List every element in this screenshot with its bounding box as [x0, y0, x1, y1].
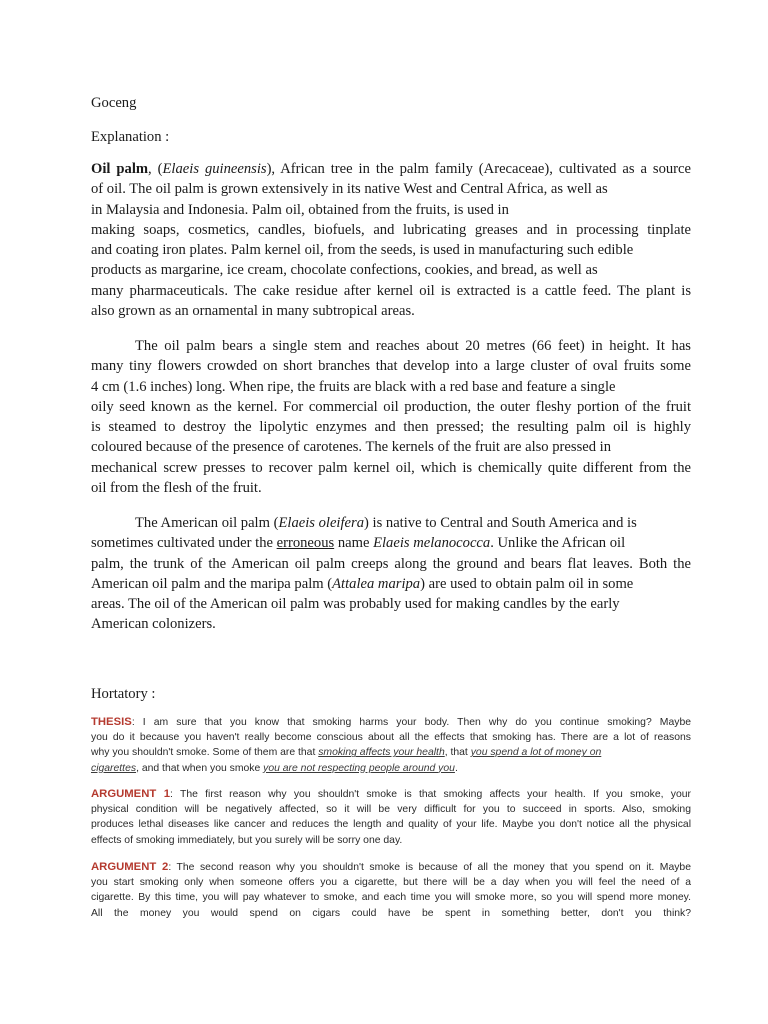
text-line: American colonizers. — [91, 616, 216, 633]
text-fragment: . — [454, 762, 458, 774]
argument-2-label: ARGUMENT 2 — [91, 861, 169, 873]
text-line: of oil. The oil palm is grown extensively in its native West and Central Africa, as well as — [91, 181, 608, 198]
explanation-paragraph-1 — [91, 159, 691, 321]
text-line: physical condition will be negatively affected, so it will be very difficult for you to succeed in sports. Also, smoking — [91, 804, 691, 816]
scientific-name: Elaeis melanococca — [373, 535, 491, 552]
text-line: oily seed known as the kernel. For commercial oil production, the outer fleshy portion of the fruit — [91, 398, 691, 415]
text-fragment: ) is native to Central and South America and is — [364, 515, 637, 531]
scientific-name: Elaeis guineensis — [162, 161, 267, 177]
text-line: making soaps, cosmetics, candles, biofuels, and lubricating greases and in processing tinplate — [91, 221, 691, 238]
text-line — [91, 787, 691, 802]
text-fragment: : The first reason why you shouldn't smoke is that smoking affects your health. If you smoke, your — [170, 789, 691, 800]
text-line: palm, the trunk of the American oil palm creeps along the ground and bears flat leaves. Both the — [91, 555, 691, 572]
text-line — [91, 715, 691, 730]
emphasis-phrase: cigarettes — [91, 762, 137, 774]
document-title: Goceng — [91, 95, 137, 111]
text-line — [91, 513, 691, 533]
emphasis-phrase: you spend a lot of money on — [470, 747, 602, 759]
text-line: in Malaysia and Indonesia. Palm oil, obtained from the fruits, is used in — [91, 201, 509, 218]
text-line: is steamed to destroy the lipolytic enzymes and then pressed; the resulting palm oil is highly — [91, 419, 691, 436]
text-fragment: , that — [444, 747, 471, 759]
text-line — [91, 860, 691, 875]
text-line: and coating iron plates. Palm kernel oil, from the seeds, is used in manufacturing such edible — [91, 242, 634, 259]
thesis-label: THESIS — [91, 716, 132, 728]
text-fragment: : I am sure that you know that smoking harms your body. Then why do you continue smoking? Maybe — [131, 717, 691, 728]
text-fragment: American oil palm and the maripa palm ( — [91, 575, 333, 592]
text-line: The oil palm bears a single stem and reaches about 20 metres (66 feet) in height. It has — [135, 338, 691, 354]
hortatory-thesis — [91, 715, 691, 776]
text-line: you do it because you haven't really become conscious about all the effects that smoking has. There are a lot of reasons — [91, 732, 691, 744]
term-oil-palm: Oil palm — [91, 161, 149, 177]
text-line — [91, 574, 691, 594]
text-line: effects of smoking immediately, but you surely will be sorry one day. — [91, 834, 403, 846]
text-line — [91, 533, 691, 553]
hortatory-argument-1 — [91, 787, 691, 848]
text-fragment: : The second reason why you shouldn't smoke is because of all the money that you spend on it. Maybe — [168, 862, 691, 873]
underlined-word: erroneous — [276, 535, 335, 552]
text-line — [91, 159, 691, 179]
scientific-name: Elaeis oleifera — [278, 515, 364, 531]
text-line: products as margarine, ice cream, chocolate confections, cookies, and bread, as well as — [91, 262, 598, 279]
text-line: areas. The oil of the American oil palm was probably used for making candles by the early — [91, 596, 620, 613]
emphasis-phrase: you are not respecting people around you — [263, 762, 455, 774]
text-line: All the money you would spend on cigars could have be spent in something better, don't you think? — [91, 907, 691, 919]
text-line: cigarette. By this time, you will pay whatever to smoke, and each time you will smoke more, so you will spend more money. — [91, 892, 691, 904]
text-line: produces lethal diseases like cancer and reduces the length and quality of your life. Maybe you don't notice all the physical — [91, 819, 691, 831]
text-fragment: . Unlike the African oil — [490, 535, 626, 552]
text-line: oil from the flesh of the fruit. — [91, 480, 262, 497]
argument-1-label: ARGUMENT 1 — [91, 788, 171, 800]
hortatory-heading: Hortatory : — [91, 686, 156, 702]
text-line — [91, 745, 691, 760]
text-line: coloured because of the presence of carotenes. The kernels of the fruit are also pressed in — [91, 439, 612, 456]
text-fragment: ), African tree in the palm family (Arecaceae), cultivated as a source — [266, 161, 691, 177]
text-line: also grown as an ornamental in many subtropical areas. — [91, 303, 415, 320]
explanation-paragraph-2 — [91, 336, 691, 498]
text-fragment: name — [334, 535, 374, 552]
hortatory-argument-2 — [91, 860, 691, 921]
text-line: many pharmaceuticals. The cake residue after kernel oil is extracted is a cattle feed. The plant is — [91, 282, 691, 299]
emphasis-phrase: smoking affects your health — [318, 747, 445, 759]
text-fragment: The American oil palm ( — [135, 515, 279, 531]
text-line — [91, 761, 691, 776]
text-line: 4 cm (1.6 inches) long. When ripe, the fruits are black with a red base and feature a single — [91, 378, 616, 395]
text-fragment: , and that when you smoke — [136, 762, 264, 774]
explanation-heading: Explanation : — [91, 129, 170, 145]
text-fragment: ) are used to obtain palm oil in some — [420, 575, 634, 592]
explanation-paragraph-3 — [91, 513, 691, 635]
text-line: many tiny flowers crowded on short branches that develop into a large cluster of oval fruits some — [91, 358, 691, 375]
text-fragment: , ( — [148, 161, 163, 177]
text-fragment: why you shouldn't smoke. Some of them are that — [91, 747, 319, 759]
scientific-name: Attalea maripa — [332, 575, 421, 592]
text-line: mechanical screw presses to recover palm kernel oil, which is chemically quite different from the — [91, 459, 691, 476]
text-line: you start smoking only when someone offers you a cigarette, but there will be a day when you will feel the need of a — [91, 877, 691, 889]
text-fragment: sometimes cultivated under the — [91, 535, 277, 552]
